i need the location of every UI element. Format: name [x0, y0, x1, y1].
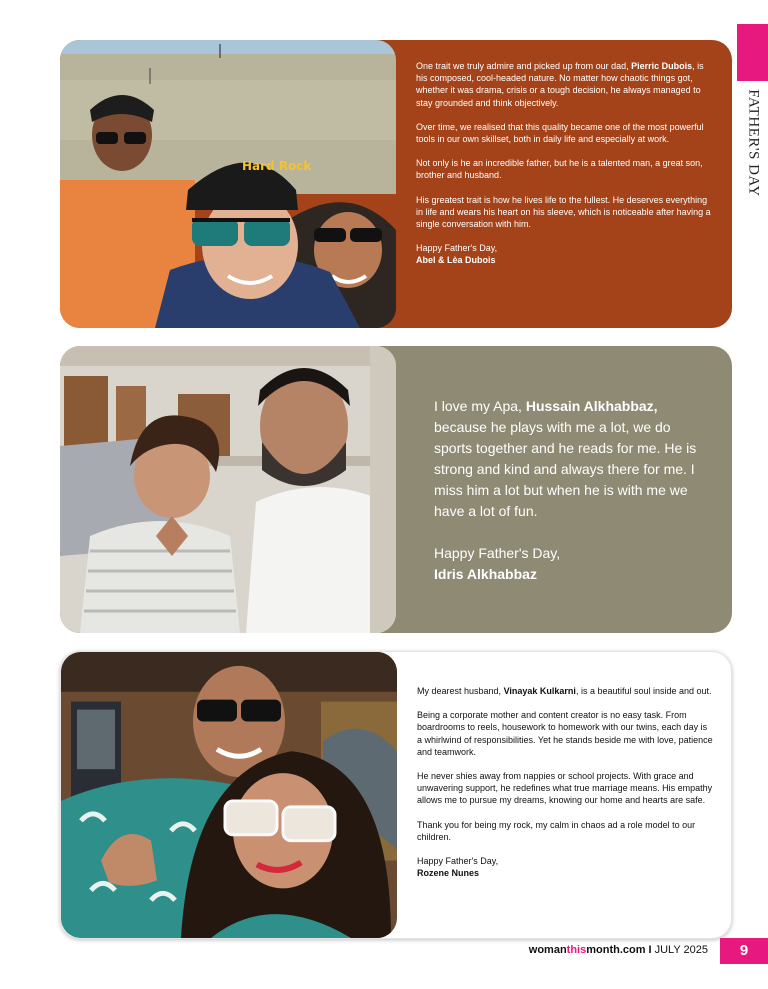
section-label-text: FATHER'S DAY — [745, 89, 762, 197]
paragraph: Not only is he an incredible father, but he is a talented man, a great son, brother and husband. — [416, 158, 703, 181]
tribute-card-dubois — [60, 40, 732, 328]
tribute-text-dubois — [416, 60, 714, 267]
paragraph: One trait we truly admire and picked up from our dad, Pierric Dubois, is his composed, cool-headed nature. No matter how chaotic things got, whether it was drama, crisis or a tough decision, he always managed to stay grounded and think objectively. — [416, 61, 704, 108]
section-tab-marker — [737, 24, 768, 81]
family-photo-beach — [60, 40, 396, 328]
paragraph: I love my Apa, Hussain Alkhabbaz, because he plays with me a lot, we do sports together and he reads for me. He is strong and kind and always there for me. I miss him a lot but when he is with me we have a lot of fun. — [434, 398, 697, 519]
paragraph: Being a corporate mother and content creator is no easy task. From boardrooms to reels, housework to homework with our twins, each day is a whirlwind of responsibilities. Yet he stands beside me with love, patience and teamwork. — [417, 710, 713, 757]
signature: Abel & Lèa Dubois — [416, 255, 496, 266]
family-photo-indoor — [60, 346, 396, 633]
paragraph: Thank you for being my rock, my calm in chaos ad a role model to our children. — [417, 819, 696, 842]
couple-photo-restaurant — [61, 652, 397, 938]
closing-line: Happy Father's Day, — [417, 856, 499, 867]
issue-date: JULY 2025 — [654, 944, 708, 956]
closing-line: Happy Father's Day, — [416, 243, 498, 254]
tribute-text-alkhabbaz — [434, 396, 702, 585]
page-number: 9 — [720, 938, 768, 964]
page-footer — [529, 944, 708, 956]
paragraph: My dearest husband, Vinayak Kulkarni, is a beautiful soul inside and out. — [417, 686, 712, 696]
brand-name[interactable]: womanthismonth.com — [528, 944, 646, 956]
signature: Idris Alkhabbaz — [434, 566, 537, 582]
signature: Rozene Nunes — [417, 868, 480, 879]
tribute-card-kulkarni — [60, 651, 732, 939]
section-label — [738, 88, 768, 198]
tribute-text-kulkarni — [417, 685, 713, 879]
paragraph: He never shies away from nappies or school projects. With grace and unwavering support, he redefines what true marriage means. His empathy allows me to pursue my dreams, knowing our home and hearts are safe. — [417, 771, 713, 806]
paragraph: His greatest trait is how he lives life to the fullest. He deserves everything in life and wears his heart on his sleeve, which is noticeable after having a single conversation with him. — [416, 194, 711, 230]
tribute-card-alkhabbaz — [60, 346, 732, 633]
footer-separator: I — [648, 944, 652, 956]
closing-line: Happy Father's Day, — [434, 545, 561, 561]
paragraph: Over time, we realised that this quality became one of the most powerful tools in our own skillset, both in daily life and especially at work. — [416, 121, 704, 145]
cap-logo-text: Hard Rock — [242, 159, 312, 173]
